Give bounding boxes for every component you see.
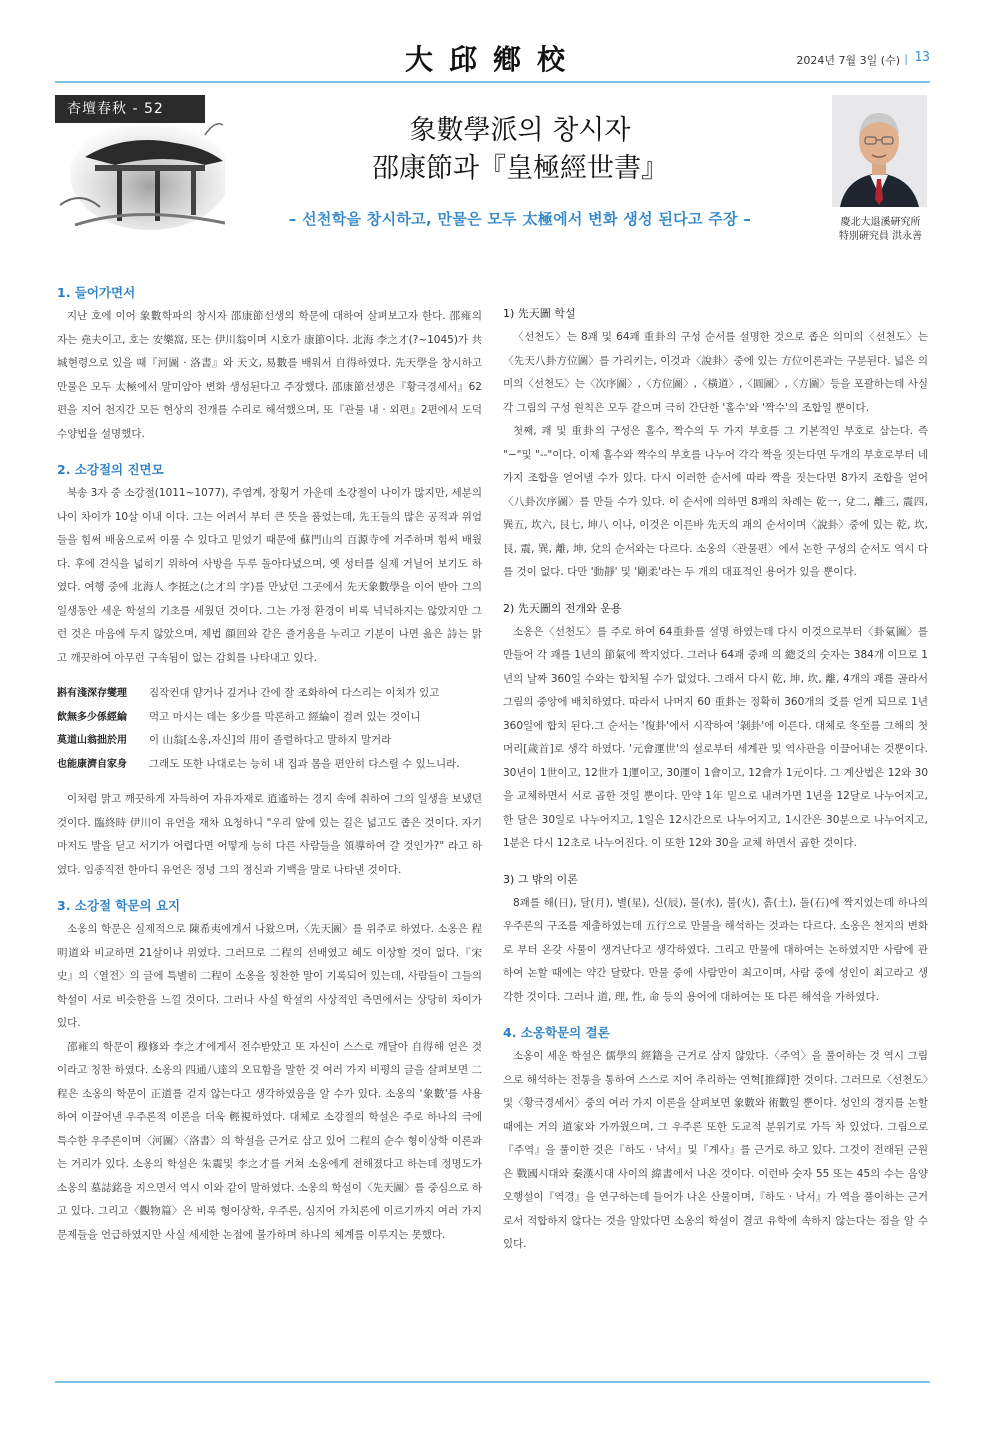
title-line-2: 邵康節과『皇極經世書』 (371, 153, 669, 184)
subsection-heading-1: 1) 先天圖 학설 (503, 307, 576, 320)
subsection-heading-2: 2) 先天圖의 전개와 운용 (503, 601, 622, 615)
poem-line (57, 729, 482, 753)
paragraph: 북송 3자 중 소강절(1011~1077), 주염계, 장횡거 가운데 소강절이 나이가 많지만, 세분의 나이 차이가 10살 이내 이다. 그는 어려서 부터 큰 뜻을 품었는데, 先王들의 많은 공적과 위엄들을 힘써 배움으로써 이룰 수 있다고 믿었기 때문에 蘇門山의 百源寺에 거주하며 힘써 배웠다. 후에 견식을 넓히기 위하여 사방을 두루 돌아다녔으며, 옛 성터를 실제 거닐어 보기도 하였다. 여행 중에 北海人 李挺之(之才의 字)를 만났던 그곳에서 先天象數學을 이어 받아 그의 일생동안 세운 학설의 기초를 세웠던 것이다. 그는 가정 환경이 비록 넉넉하지는 않았지만 그런 것은 마음에 두지 않았으며, 제법 顔回와 같은 즐거움을 누리고 기분이 나면 읊은 詩는 맑고 깨끗하여 아무런 구속됨이 없는 감회를 나타내고 있다. (57, 487, 482, 664)
poem-korean: 그래도 또한 나대로는 능히 내 집과 몸을 편안히 다스릴 수 있느니라. (149, 757, 460, 770)
paragraph: 소옹이 세운 학설은 儒學의 經籍을 근거로 삼지 않았다.〈주역〉을 풀이하는 것 역시 그림으로 해석하는 전통을 통하여 스스로 지어 추리하는 연혁[推繹]한 것이다. 그러므로〈선천도〉및〈황극경세서〉중의 여러 가지 이론을 살펴보면 象數와 術數일 뿐이다. 성인의 경지를 논할 때에는 거의 道家와 가까웠으며, 그 우주론 또한 도교적 분위기로 가득 차 있었다. 그림으로『주역』을 풀이한 것은『하도 · 낙서』및『계사』를 근거로 하고 있다. 그것이 전래된 근원은 戰國시대와 秦漢시대 사이의 緯書에서 나온 것이다. 이런바 숫자 55 또는 45의 수는 음양오행설이『역경』을 연구하는데 들어가 나온 산물이며,『하도 · 낙서』가 역을 풀이하는 근거로서 적합하지 않다는 것을 알았다면 소옹의 학설이 결코 유학에 속하지 않는다는 점을 알 수 있다. (503, 1050, 928, 1250)
author-caption (818, 216, 943, 244)
poem-line (57, 753, 482, 777)
newspaper-title: 大邱鄕校 (405, 43, 582, 76)
paragraph: 지난 호에 이어 象數학파의 창시자 邵康節선생의 학문에 대하여 살펴보고자 한다. 邵雍의 자는 堯夫이고, 호는 安樂窩, 또는 伊川翁이며 시호가 康節이다. 北海 李之才(?~1045)가 共城현령으로 있을 때『河圖 · 洛書』와 天文, 易數를 배워서 自得하였다. 先天學을 창시하고 만물은 모두 太極에서 말미암아 변화 생성된다고 주장했다. 邵康節선생은『황극경세서』62편을 지어 천지간 모든 현상의 전개를 수리로 해석했으며, 또『관물 내 · 외편』2편에서 도덕 수양법을 설명했다. (57, 310, 482, 440)
masthead (55, 38, 930, 80)
poem-line (57, 682, 482, 706)
top-divider (55, 81, 930, 83)
left-column (57, 281, 482, 1247)
author-portrait-image (832, 95, 927, 207)
paragraph: 첫째, 괘 및 重卦의 구성은 홀수, 짝수의 두 가지 부호를 그 기본적인 부호로 삼는다. 즉 "−"및 "--"이다. 이제 홀수와 짝수의 부호를 나누어 각각 짝을 짓는다면 두개의 부호로부터 네 가지 조합을 얻어낼 수가 있다. 다시 이러한 순서에 따라 짝을 짓는다면 8가지 조합을 얻어〈八卦次序圖〉를 만들 수가 있다. 이 순서에 의하면 8괘의 차례는 乾一, 兌二, 離三, 震四, 巽五, 坎六, 艮七, 坤八 이나, 이것은 이른바 先天의 괘의 순서이며〈說卦〉중에 있는 乾, 坎, 艮, 震, 巽, 離, 坤, 兌의 순서와는 다르다. 소옹의〈관물편〉에서 논한 구성의 순서도 역시 다를 것이 없다. 다만 '動靜' 및 '剛柔'라는 두 개의 대표적인 용어가 있을 뿐이다. (503, 425, 928, 578)
author-name: 特別硏究員 洪永善 (838, 231, 923, 242)
poem-chinese: 斟有淺深存燮理 (57, 688, 127, 699)
poem-block (57, 682, 482, 776)
paragraph: 이처럼 맑고 깨끗하게 자득하여 자유자재로 逍遙하는 경지 속에 취하여 그의 일생을 보냈던 것이다. 臨終時 伊川이 유언을 재차 요청하니 "우리 앞에 있는 길은 넓고도 좁은 것이다. 자기마저도 발을 딛고 서기가 어렵다면 어떻게 능히 다른 사람들을 領導하여 갈 것인가?" 라고 하였다. 임종직전 한마디 유언은 정녕 그의 정신과 기백을 말로 나타낸 것이다. (57, 793, 482, 876)
paragraph: 邵雍의 학문이 穆修와 李之才에게서 전수받았고 또 자신이 스스로 깨달아 自得해 얻은 것이라고 칭찬 하였다. 소옹의 四通八達의 오묘함을 말한 것 여러 가지 비평의 글을 살펴보면 二程은 소옹의 학문이 正道를 걷지 않는다고 생각하였음을 알 수가 있다. 소옹의 '象數'를 사용하여 이끌어낸 우주론적 이론을 더욱 輕視하였다. 대체로 소강절의 학설은 주로 하나의 극에 특수한 우주론이며〈河圖〉〈洛書〉의 학설을 근거로 삼고 있어 二程의 순수 형이상학 이론과는 거리가 있다. 소옹의 학설은 朱震및 李之才를 거쳐 소옹에게 전해졌다고 하는데 정명도가 소옹의 墓誌銘을 지으면서 역시 이와 같이 말하였다. 소옹의 학설이〈先天圖〉를 중심으로 하고 있다. 그리고〈觀物篇〉은 비록 형이상학, 우주론, 심지어 가치론에 이르기까지 여러 가지 문제들을 언급하였지만 사실 세세한 논점에 불가하며 하나의 체계를 이루지는 못했다. (57, 1040, 483, 1241)
section-heading-1: 1. 들어가면서 (57, 285, 136, 300)
series-tag: 杏壇春秋 - 52 (55, 95, 205, 123)
author-affiliation: 慶北大退溪硏究所 (840, 217, 921, 228)
article-subtitle: – 선천학을 창시하고, 만물은 모두 太極에서 변화 생성 된다고 주장 – (288, 210, 752, 228)
author-photo (832, 95, 927, 207)
section-heading-3: 3. 소강절 학문의 요지 (57, 898, 181, 913)
paragraph: 〈선천도〉는 8괘 및 64괘 重卦의 구성 순서를 설명한 것으로 좁은 의미의〈선천도〉는〈先天八卦方位圖〉를 가리키는, 이것과〈說卦〉중에 있는 方位이론과는 구분된다. 넓은 의미의〈선천도〉는〈次序圖〉,〈方位圖〉,〈橫道〉,〈圓圖〉,〈方圖〉등을 포괄하는데 사실 각 그림의 구성 원칙은 모두 같으며 극히 간단한 '홀수'와 '짝수'의 조합일 뿐이다. (503, 331, 928, 414)
poem-korean: 먹고 마시는 데는 多少를 막론하고 經綸이 걸려 있는 것이니 (149, 710, 421, 723)
poem-korean: 이 山翁[소옹,자신]의 用이 졸렬하다고 말하지 말거라 (149, 734, 392, 746)
header-illustration (55, 95, 225, 230)
section-heading-4: 4. 소옹학문의 결론 (503, 1025, 610, 1040)
article-title (230, 112, 810, 188)
poem-korean: 짐작컨대 얕거나 깊거나 간에 잘 조화하여 다스리는 이치가 있고 (149, 687, 440, 699)
date-separator: | (904, 52, 908, 65)
paragraph: 소옹은〈선천도〉를 주로 하여 64重卦를 설명 하였는데 다시 이것으로부터〈卦氣圖〉를 만들어 각 괘를 1년의 節氣에 짝지었다. 그러나 64괘 중괘 의 總爻의 숫자는 384개 이므로 1년의 날짜 360일 수와는 합치될 수가 없었다. 그래서 다시 乾, 坤, 坎, 離, 4개의 괘를 골라서 그림의 중앙에 배치하였다. 따라서 나머지 60 重卦는 정확히 360개의 爻를 얻게 되므로 1년 360일에 합치 된다.그 순서는 '復卦'에서 시작하여 '剝卦'에 이른다. 대체로 冬至를 그해의 첫머리[歲首]로 생각 하였다. '元會運世'의 설로부터 세계관 및 역사관을 이끌어내는 것뿐이다. 30년이 1世이고, 12世가 1運이고, 30運이 1會이고, 12會가 1元이다. 그 계산법은 12와 30을 교체하면서 서로 곱한 것일 뿐이다. 만약 1年 밑으로 내려가면 1년을 12달로 나누어지고, 한 달은 30일로 나누어지고, 1일은 12시간으로 나누어지고, 1시간은 30분으로 나누어지고, 1분은 다시 12초로 나누어진다. 이 또한 12와 30을 교체 하면서 곱한 것이다. (503, 625, 928, 849)
issue-date: 2024년 7월 3일 (수) (796, 54, 900, 67)
section-heading-2: 2. 소강절의 진면모 (57, 462, 164, 477)
title-line-1: 象數學派의 창시자 (409, 115, 631, 146)
page-number: 13 (914, 50, 930, 65)
poem-chinese: 也能康濟自家身 (57, 758, 127, 770)
poem-chinese: 莫道山翁拙於用 (57, 735, 127, 746)
poem-line (57, 706, 482, 730)
poem-chinese: 飮無多少係經綸 (57, 711, 127, 723)
right-column (503, 302, 928, 1257)
paragraph: 소옹의 학문은 실제적으로 陳希夷에게서 나왔으며,〈先天圖〉를 위주로 하였다. 소옹은 程明道와 비교하면 21살이나 위였다. 그러므로 二程의 선배였고 혜도 이상할 것이 없다.『宋史』의〈열전〉의 글에 특별히 二程이 소옹을 칭찬한 말이 기록되어 있는데, 사람들이 그들의 학설이 서로 비슷한을 느낄 것이다. 그러나 사실 학설의 사상적인 측면에서는 상당히 차이가 있다. (57, 923, 482, 1029)
bottom-divider (55, 1381, 930, 1383)
paragraph: 8괘를 해(日), 달(月), 별(星), 신(辰), 물(水), 불(火), 흙(土), 돌(石)에 짝지었는데 하나의 우주론의 구조를 제출하였는데 五行으로 만물을 해석하는 것과는 다르다. 소옹은 천지의 변화로 부터 온갖 사물이 생겨난다고 생각하였다. 그리고 만물에 대하여는 논하였지만 사람에 관하여 논할 때에는 약간 달랐다. 만물 중에 사람만이 최고이며, 사람 중에 성인이 최고라고 생각한 것이다. 그러나 道, 理, 性, 命 등의 용어에 대하여는 또 다른 해석을 가하였다. (503, 896, 928, 1003)
subsection-heading-3: 3) 그 밖의 이론 (503, 872, 578, 886)
